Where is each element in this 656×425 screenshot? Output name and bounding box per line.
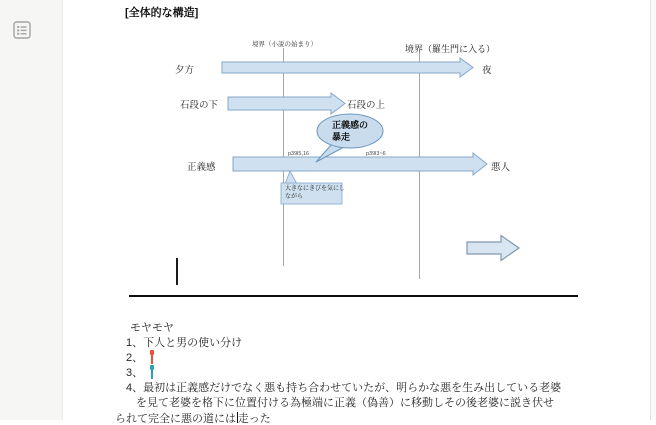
arrow-justice-to-villain	[233, 153, 487, 175]
arrow-stairs-bottom-to-top	[228, 93, 345, 114]
note-item-4-line1[interactable]: 4、最初は正義感だけでなく悪も持ち合わせていたが、明らかな悪を生み出している老婆	[126, 382, 562, 394]
callout-text	[285, 186, 345, 201]
note-item-2[interactable]: 2、	[126, 352, 144, 364]
boundary-label-enter-gate: 境界（羅生門に入る）	[405, 44, 496, 54]
scrollbar[interactable]	[650, 0, 656, 420]
collab-cursor-teal-bar	[151, 370, 153, 380]
note-item-4-line2[interactable]: を見て老婆を格下に位置付ける為極端に正義（偽善）に移動しその後老婆に説き伏せ	[136, 397, 554, 409]
note-item-3[interactable]: 3、	[126, 367, 144, 379]
callout-line1: 大きなにきびを気にし	[285, 186, 346, 192]
page-title[interactable]: [全体的な構造]	[125, 7, 199, 19]
note-item-4-line3b: 走った	[237, 413, 271, 425]
page-ref-right: p39l3~6	[366, 151, 386, 157]
note-item-4-line3[interactable]	[115, 412, 271, 425]
structure-diagram[interactable]	[63, 30, 623, 292]
page-ref-left: p39l5,16	[288, 151, 310, 157]
text-caret	[176, 258, 178, 285]
callout-tail	[285, 171, 297, 184]
row3-start-label: 正義感	[187, 162, 216, 173]
divider-line	[129, 295, 578, 297]
bubble-text	[332, 120, 368, 143]
bubble-line2: 暴走	[332, 131, 351, 142]
row1-start-label: 夕方	[175, 65, 195, 76]
collab-cursor-red	[150, 350, 154, 364]
arrow-evening-to-night	[222, 58, 473, 77]
bubble-line1: 正義感の	[332, 120, 369, 130]
collab-cursor-teal	[150, 365, 154, 379]
notes-heading[interactable]: モヤモヤ	[130, 322, 174, 334]
row1-end-label: 夜	[482, 65, 492, 76]
note-item-4-line3a: られて完全に悪の道には	[115, 413, 236, 425]
collab-cursor-red-bar	[151, 355, 153, 365]
boundary-label-novel-start: 境界（小説の始まり）	[252, 41, 317, 48]
row2-end-label: 石段の上	[347, 100, 386, 111]
standalone-arrow	[467, 236, 519, 261]
note-item-1[interactable]: 1、下人と男の使い分け	[126, 337, 243, 349]
row2-start-label: 石段の下	[180, 100, 219, 111]
row3-end-label: 悪人	[491, 162, 511, 173]
callout-line2: ながら	[285, 193, 304, 200]
